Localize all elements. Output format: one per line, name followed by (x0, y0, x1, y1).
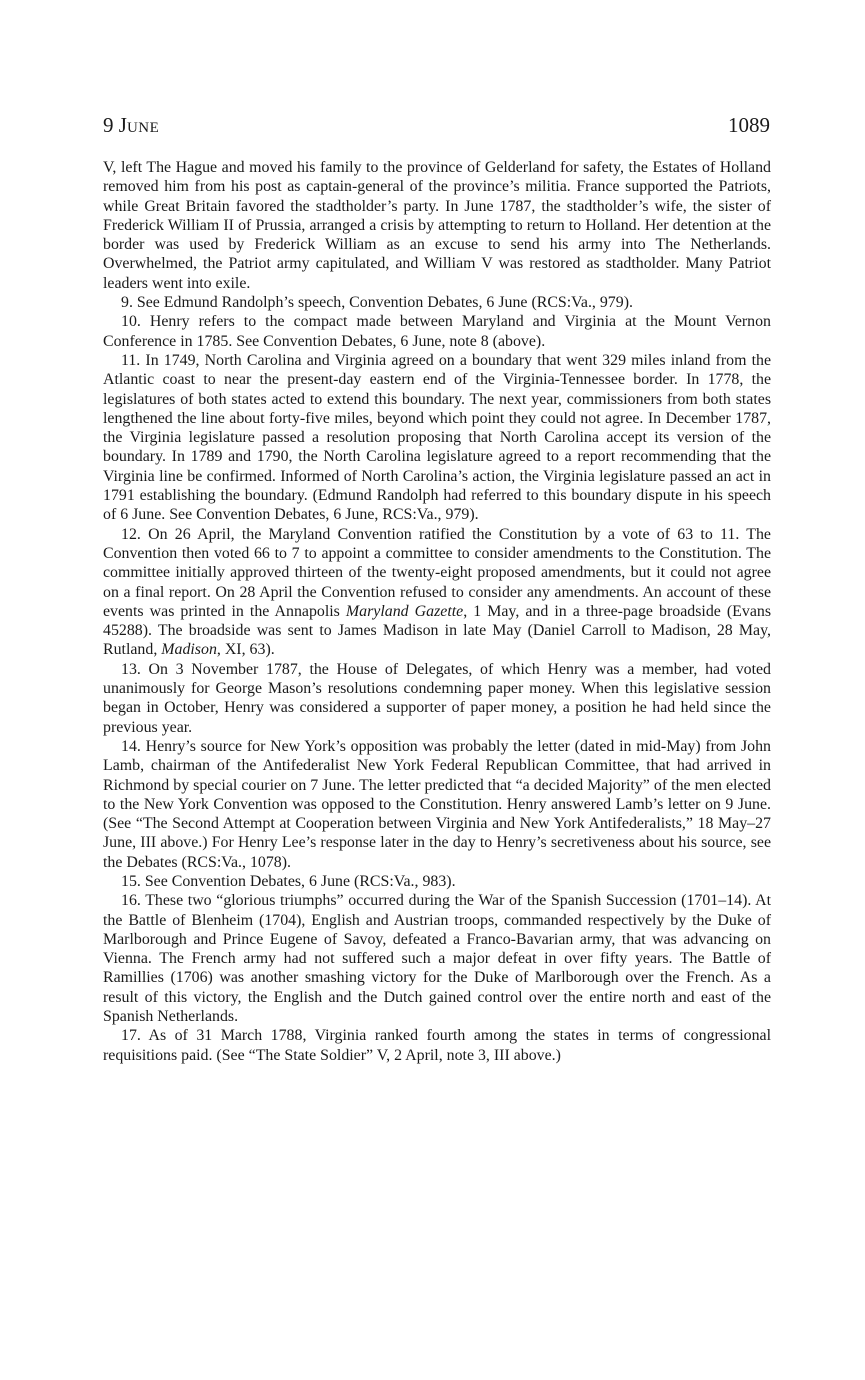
note-continuation: V, left The Hague and moved his family to the province of Gelderland for safety, the Estates of Holland removed him from his post as captain-general of the province’s militia. France supported the Patriots, while Great Britain favored the stadtholder’s party. In June 1787, the stadtholder’s wife, the sister of Frederick William II of Prussia, arranged a crisis by attempting to return to Holland. Her detention at the border was used by Frederick William as an excuse to send his army into The Netherlands. Overwhelmed, the Patriot army capitulated, and William V was restored as stadtholder. Many Patriot leaders went into exile. (103, 159, 771, 292)
note-12: 12. On 26 April, the Maryland Convention ratified the Constitution by a vote of 63 to 11. The Convention then voted 66 to 7 to appoint a committee to consider amendments to the Constitution. The committee initially approved thirteen of the twenty-eight proposed amendments, but it could not agree on a final report. On 28 April the Convention refused to consider any amendments. An account of these events was printed in the Annapolis Maryland Gazette, 1 May, and in a three-page broadside (Evans 45288). The broadside was sent to James Madison in late May (Daniel Carroll to Madison, 28 May, Rutland, Madison, XI, 63). (103, 525, 772, 659)
note-10: 10. Henry refers to the compact made between Maryland and Virginia at the Mount Vernon Conference in 1785. See Convention Debates, 6 June, note 8 (above). (103, 313, 771, 350)
endnotes (103, 158, 771, 1065)
note-14: 14. Henry’s source for New York’s opposition was probably the letter (dated in mid-May) from John Lamb, chairman of the Antifederalist New York Federal Republican Committee, that had arrived in Richmond by special courier on 7 June. The letter predicted that “a decided Majority” of the men elected to the New York Convention was opposed to the Constitution. Henry answered Lamb’s letter on 9 June. (See “The Second Attempt at Cooperation between Virginia and New York Antifederalists,” 18 May–27 June, III above.) For Henry Lee’s response later in the day to Henry’s secretiveness about his source, see the Debates (RCS:Va., 1078). (103, 737, 771, 871)
note-16: 16. These two “glorious triumphs” occurred during the War of the Spanish Succession (1701–14). At the Battle of Blenheim (1704), English and Austrian troops, commanded respectively by the Duke of Marlborough and Prince Eugene of Savoy, defeated a Franco-Bavarian army, that was advancing on Vienna. The French army had not suffered such a major defeat in over fifty years. The Battle of Ramillies (1706) was another smashing victory for the Duke of Marlborough over the French. As a result of this victory, the English and the Dutch gained control over the entire north and east of the Spanish Netherlands. (103, 892, 771, 1026)
note-17: 17. As of 31 March 1788, Virginia ranked fourth among the states in terms of congressional requisitions paid. (See “The State Soldier” V, 2 April, note 3, III above.) (103, 1027, 771, 1064)
note-11: 11. In 1749, North Carolina and Virginia agreed on a boundary that went 329 miles inland from the Atlantic coast to near the present-day eastern end of the Virginia-Tennessee border. In 1778, the legislatures of both states acted to extend this boundary. The next year, commissioners from both states lengthened the line about forty-five miles, beyond which point they could not agree. In December 1787, the Virginia legislature passed a resolution proposing that North Carolina accept its version of the boundary. In 1789 and 1790, the North Carolina legislature agreed to a report recommending that the Virginia line be confirmed. Informed of North Carolina’s action, the Virginia legislature passed an act in 1791 establishing the boundary. (Edmund Randolph had referred to this boundary dispute in his speech of 6 June. See Convention Debates, 6 June, RCS:Va., 979). (103, 351, 771, 524)
note-15: 15. See Convention Debates, 6 June (RCS:Va., 983). (121, 872, 456, 890)
running-head (103, 112, 770, 141)
note-13: 13. On 3 November 1787, the House of Delegates, of which Henry was a member, had voted unanimously for George Mason’s resolutions condemning paper money. When this legislative session began in October, Henry was considered a supporter of paper money, a position he had held since the previous year. (103, 660, 771, 736)
note-9: 9. See Edmund Randolph’s speech, Convention Debates, 6 June (RCS:Va., 979). (121, 294, 633, 312)
page-number: 1089 (728, 113, 770, 137)
running-head-date: 9 JUNE (103, 113, 160, 137)
